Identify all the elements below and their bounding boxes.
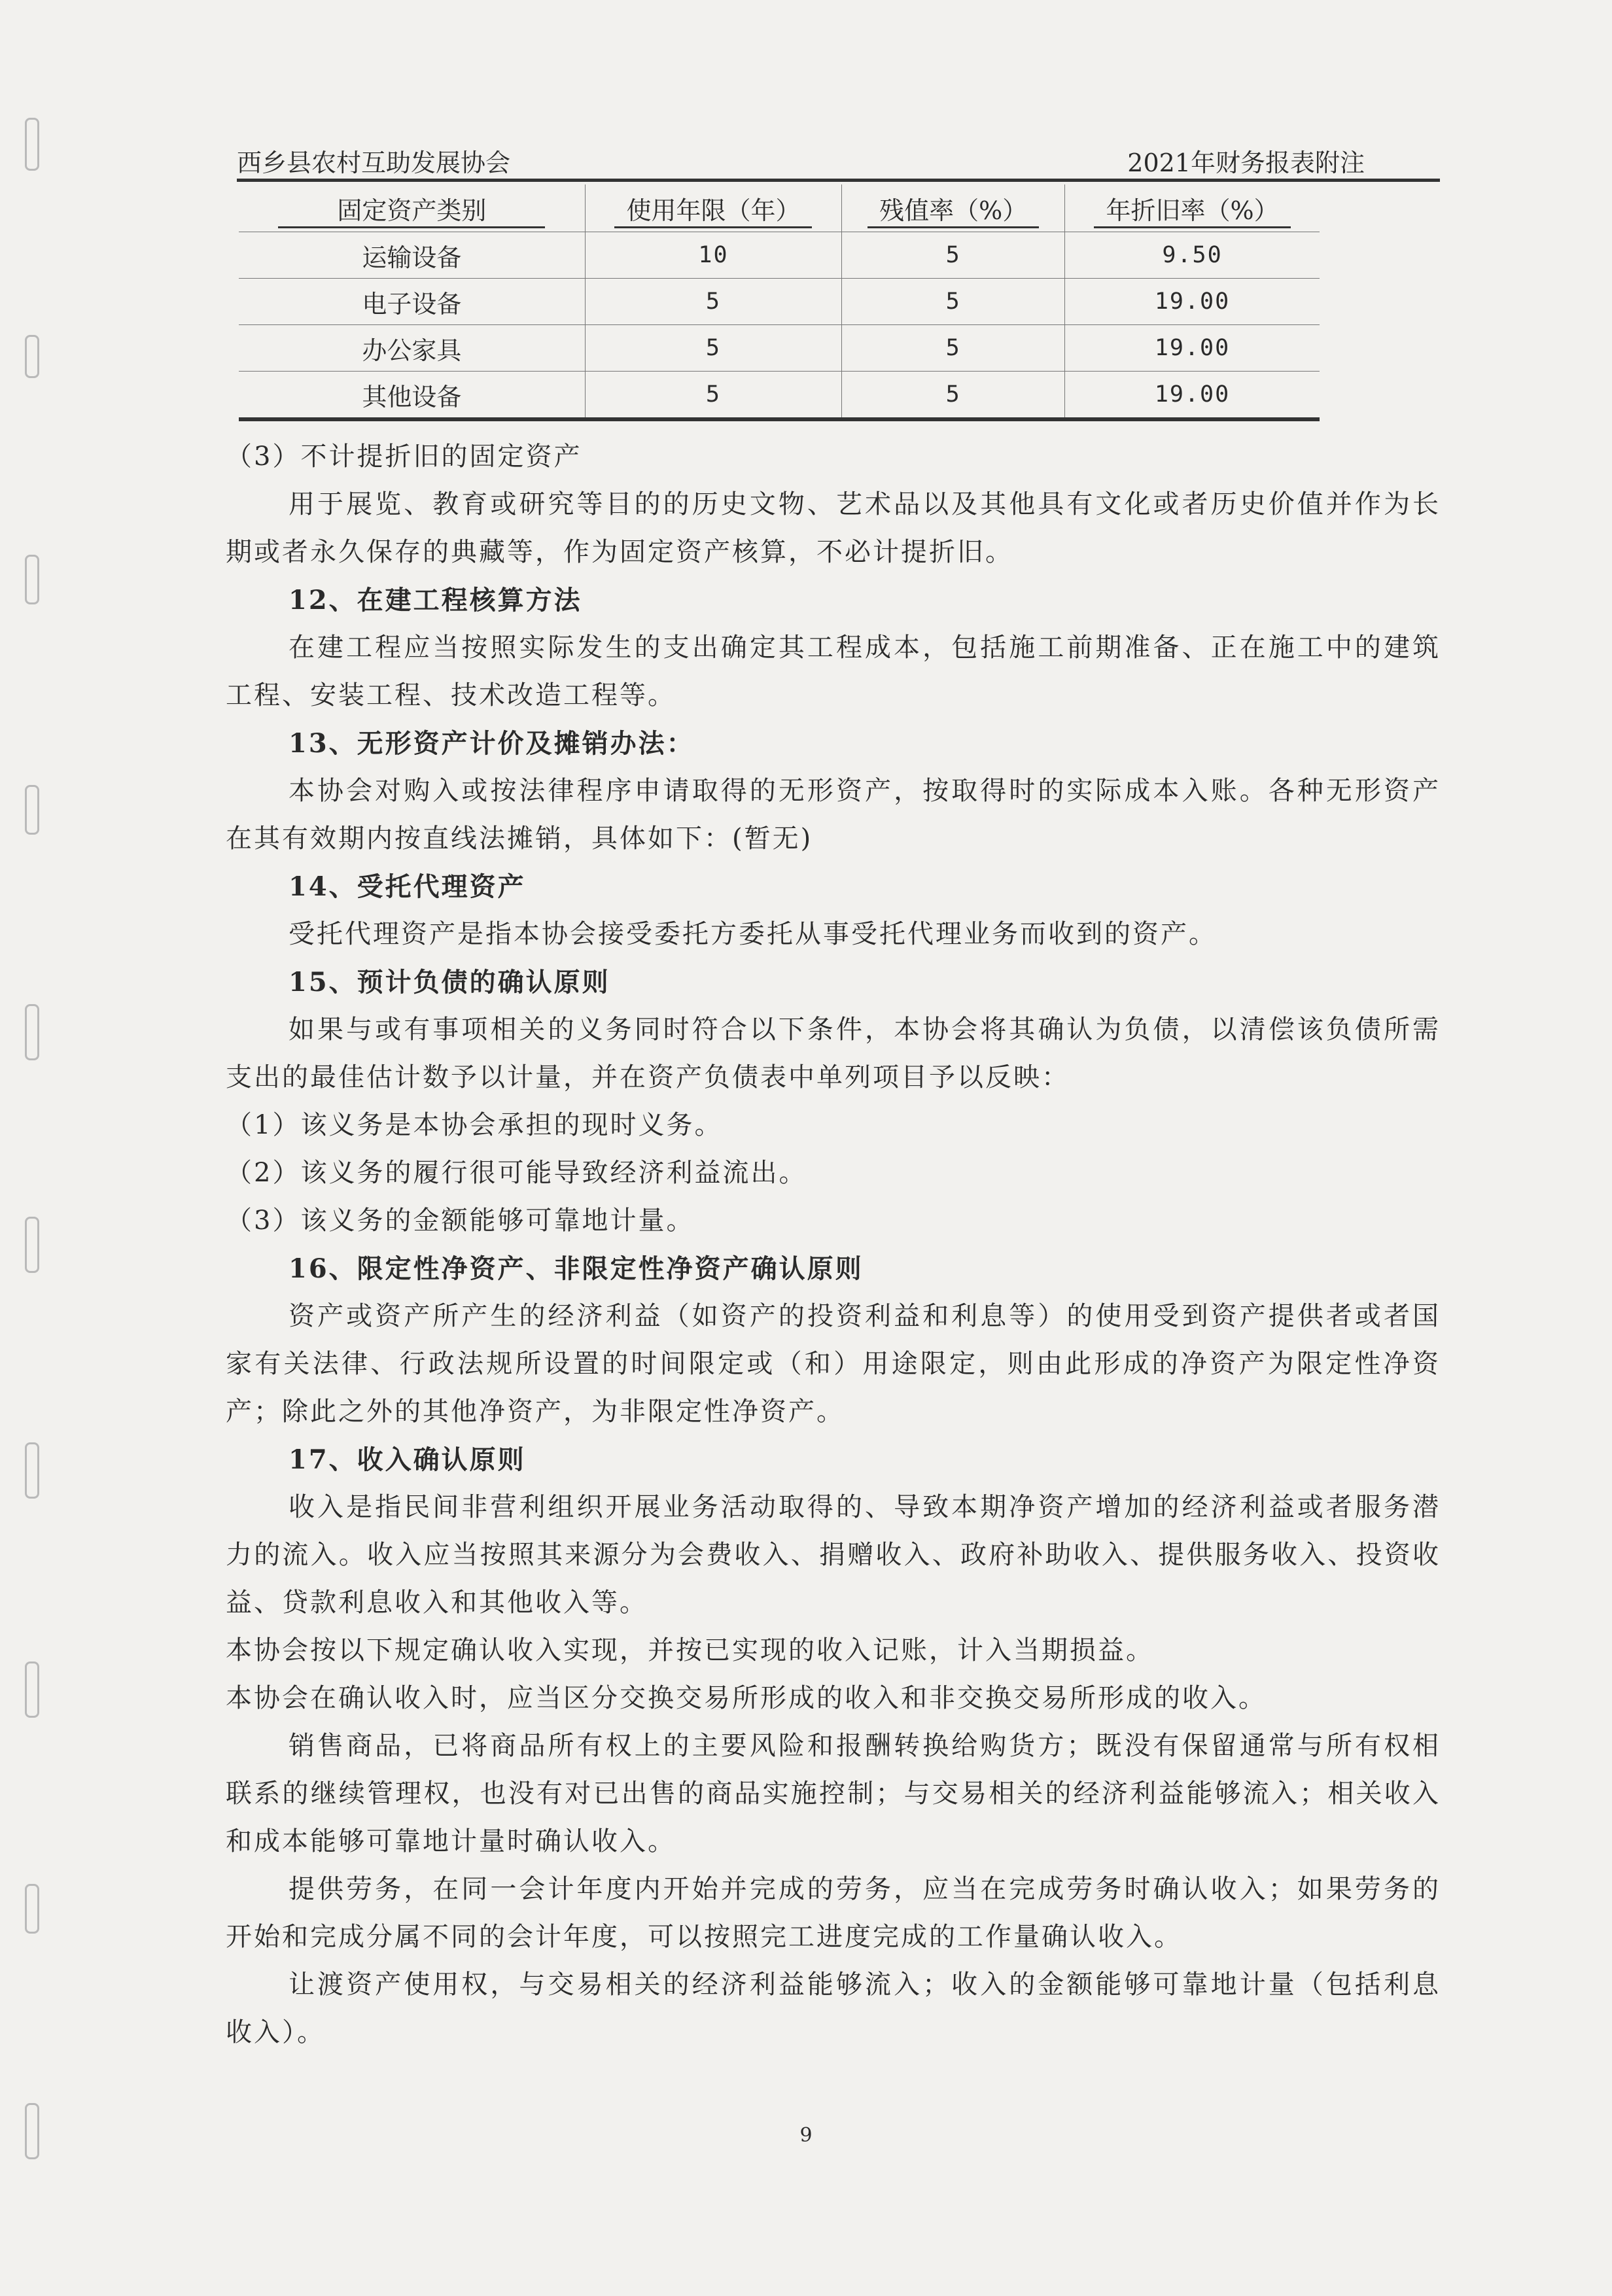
paragraph: 资产或资产所产生的经济利益（如资产的投资利益和利息等）的使用受到资产提供者或者国家有关法律、行政法规所设置的时间限定或（和）用途限定，则由此形成的净资产为限定性净资产；除此之外的其他净资产，为非限定性净资产。	[226, 1301, 1441, 1427]
section-heading: 13、无形资产计价及摊销办法：	[289, 728, 695, 759]
document-body	[226, 433, 1441, 2057]
section-heading: 15、预计负债的确认原则	[289, 967, 610, 998]
paragraph: 销售商品，已将商品所有权上的主要风险和报酬转换给购货方；既没有保留通常与所有权相联系的继续管理权，也没有对已出售的商品实施控制；与交易相关的经济利益能够流入；相关收入和成本能够可靠地计量时确认收入。	[226, 1731, 1441, 1856]
paragraph: 如果与或有事项相关的义务同时符合以下条件，本协会将其确认为负债，以清偿该负债所需支出的最佳估计数予以计量，并在资产负债表中单列项目予以反映：	[226, 1015, 1441, 1092]
paragraph: 本协会在确认收入时，应当区分交换交易所形成的收入和非交换交易所形成的收入。	[226, 1683, 1267, 1713]
paragraph: 提供劳务，在同一会计年度内开始并完成的劳务，应当在完成劳务时确认收入；如果劳务的开始和完成分属不同的会计年度，可以按照完工进度完成的工作量确认收入。	[226, 1874, 1441, 1952]
table-cell: 运输设备	[239, 232, 585, 279]
table-cell: 办公家具	[239, 325, 585, 372]
paragraph: 本协会按以下规定确认收入实现，并按已实现的收入记账，计入当期损益。	[226, 1635, 1154, 1665]
table-cell: 5	[585, 279, 842, 325]
paragraph: 在建工程应当按照实际发生的支出确定其工程成本，包括施工前期准备、正在施工中的建筑工程、安装工程、技术改造工程等。	[226, 633, 1441, 710]
binder-hole-mark	[25, 1884, 39, 1934]
list-item: （3）不计提折旧的固定资产	[226, 442, 582, 472]
list-item: （2）该义务的履行很可能导致经济利益流出。	[226, 1158, 807, 1188]
table-cell: 19.00	[1065, 325, 1320, 372]
paragraph: 受托代理资产是指本协会接受委托方委托从事受托代理业务而收到的资产。	[289, 919, 1217, 949]
binder-hole-mark	[25, 1442, 39, 1499]
section-heading: 14、受托代理资产	[289, 871, 526, 902]
binder-hole-mark	[25, 1004, 39, 1060]
table-cell: 19.00	[1065, 279, 1320, 325]
column-header: 残值率（%）	[842, 184, 1065, 232]
table-cell: 5	[585, 372, 842, 420]
binder-hole-mark	[25, 1217, 39, 1273]
section-heading: 12、在建工程核算方法	[289, 585, 582, 616]
binder-hole-mark	[25, 335, 39, 378]
table-cell: 19.00	[1065, 372, 1320, 420]
table-row	[239, 232, 1320, 279]
table-row	[239, 325, 1320, 372]
table-cell: 5	[585, 325, 842, 372]
table-cell: 5	[842, 279, 1065, 325]
list-item: （1）该义务是本协会承担的现时义务。	[226, 1110, 723, 1140]
column-header: 使用年限（年）	[585, 184, 842, 232]
paragraph: 收入是指民间非营利组织开展业务活动取得的、导致本期净资产增加的经济利益或者服务潜力的流入。收入应当按照其来源分为会费收入、捐赠收入、政府补助收入、提供服务收入、投资收益、贷款利息收入和其他收入等。	[226, 1492, 1441, 1618]
table-cell: 9.50	[1065, 232, 1320, 279]
paragraph: 本协会对购入或按法律程序申请取得的无形资产，按取得时的实际成本入账。各种无形资产在其有效期内按直线法摊销，具体如下：(暂无)	[226, 776, 1441, 854]
table-cell: 电子设备	[239, 279, 585, 325]
table-header-row	[239, 184, 1320, 232]
page-number: 9	[799, 2124, 813, 2147]
binder-hole-mark	[25, 118, 39, 171]
table-cell: 其他设备	[239, 372, 585, 420]
column-header: 年折旧率（%）	[1065, 184, 1320, 232]
header-title: 2021年财务报表附注	[1127, 148, 1365, 177]
section-heading: 16、限定性净资产、非限定性净资产确认原则	[289, 1253, 864, 1284]
header-organization: 西乡县农村互助发展协会	[237, 148, 511, 177]
header-rule	[237, 179, 1440, 182]
depreciation-table	[239, 184, 1320, 421]
paragraph: 用于展览、教育或研究等目的的历史文物、艺术品以及其他具有文化或者历史价值并作为长期或者永久保存的典藏等，作为固定资产核算，不必计提折旧。	[226, 489, 1441, 567]
table-cell: 10	[585, 232, 842, 279]
binder-hole-mark	[25, 1661, 39, 1718]
column-header: 固定资产类别	[239, 184, 585, 232]
table-cell: 5	[842, 372, 1065, 420]
binder-hole-mark	[25, 555, 39, 604]
binder-hole-mark	[25, 785, 39, 835]
section-heading: 17、收入确认原则	[289, 1444, 526, 1475]
table-row	[239, 279, 1320, 325]
list-item: （3）该义务的金额能够可靠地计量。	[226, 1206, 695, 1236]
paragraph: 让渡资产使用权，与交易相关的经济利益能够流入；收入的金额能够可靠地计量（包括利息收入）。	[226, 1970, 1441, 2047]
table-row	[239, 372, 1320, 420]
table-cell: 5	[842, 325, 1065, 372]
table-cell: 5	[842, 232, 1065, 279]
